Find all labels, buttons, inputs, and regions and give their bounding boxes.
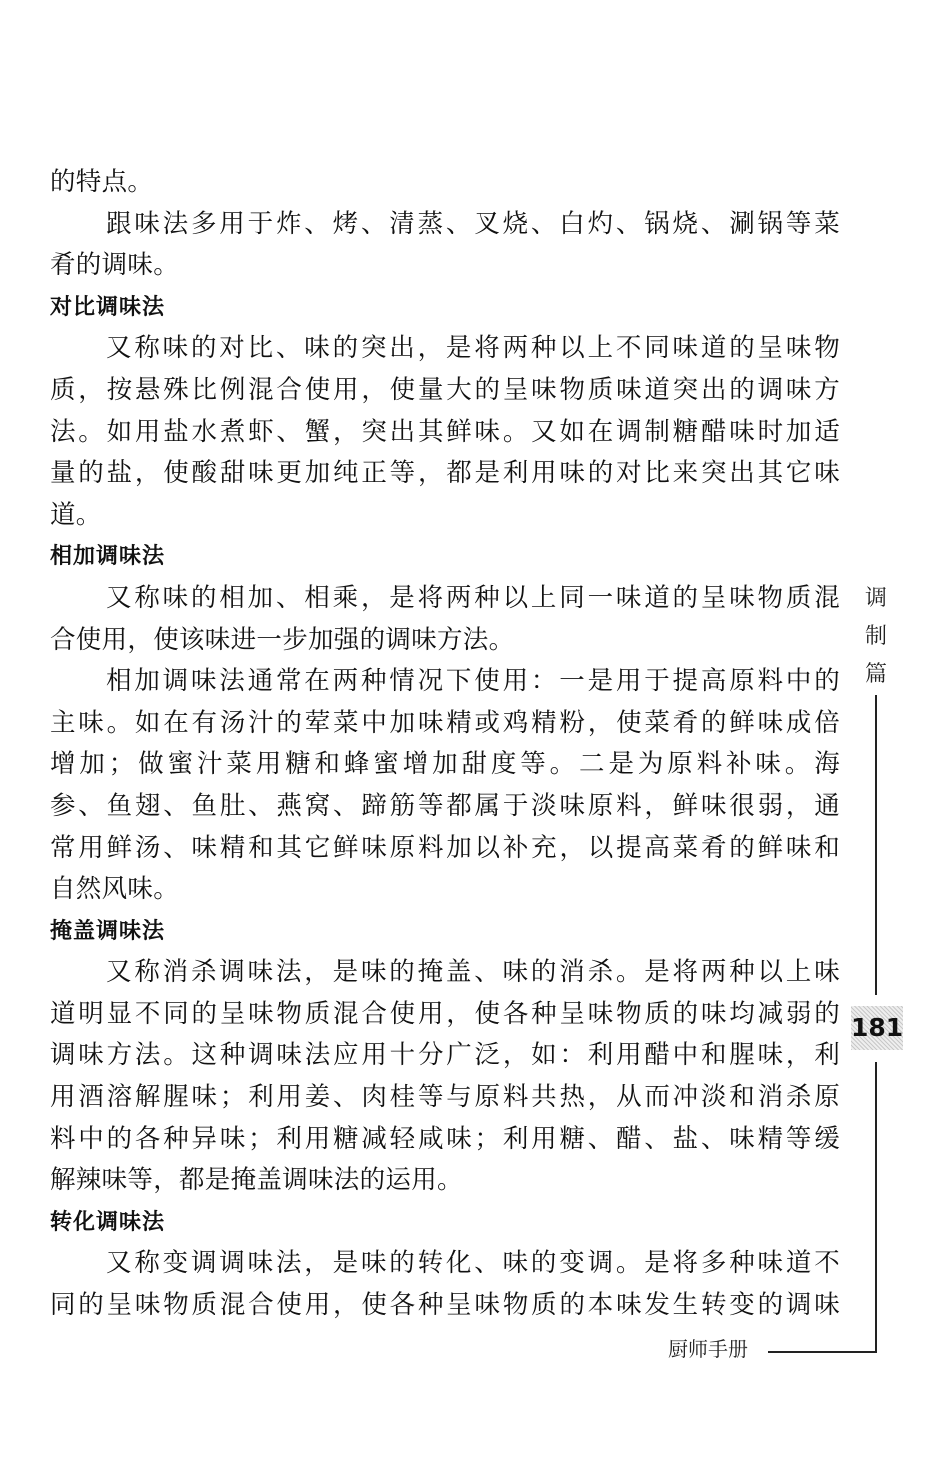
text-line: 又称味的相加、相乘，是将两种以上同一味道的呈味物质混 [106,582,840,613]
margin-rule-bottom [875,1062,877,1352]
section-heading: 掩盖调味法 [50,918,166,944]
text-line: 道明显不同的呈味物质混合使用，使各种呈味物质的味均减弱的 [50,998,840,1029]
page-number: 181 [851,1006,903,1050]
text-line: 调味方法。这种调味法应用十分广泛，如：利用醋中和腥味，利 [50,1040,840,1071]
footer-book-title: 厨师手册 [668,1334,766,1364]
text-line: 量的盐，使酸甜味更加纯正等，都是利用味的对比来突出其它味 [50,458,840,489]
margin-rule-top [875,695,877,995]
text-line: 常用鲜汤、味精和其它鲜味原料加以补充，以提高菜肴的鲜味和 [50,832,840,863]
text-line: 质，按悬殊比例混合使用，使量大的呈味物质味道突出的调味方 [50,374,840,405]
text-line: 又称味的对比、味的突出，是将两种以上不同味道的呈味物 [106,333,840,364]
body-text [50,162,840,1327]
text-line: 用酒溶解腥味；利用姜、肉桂等与原料共热，从而冲淡和消杀原 [50,1082,840,1113]
text-line: 参、鱼翅、鱼肚、燕窝、蹄筋等都属于淡味原料，鲜味很弱，通 [50,790,840,821]
text-line: 道。 [50,499,102,530]
section-side-label [862,580,890,694]
text-line: 增加；做蜜汁菜用糖和蜂蜜增加甜度等。二是为原料补味。海 [50,749,840,780]
side-label-char: 调 [864,586,887,611]
text-line: 解辣味等，都是掩盖调味法的运用。 [50,1165,463,1196]
section-heading: 相加调味法 [50,544,166,570]
side-label-char: 制 [864,624,887,649]
section-heading: 对比调味法 [50,294,166,320]
text-line: 合使用，使该味进一步加强的调味方法。 [50,624,515,655]
footer-rule [768,1351,877,1353]
text-line: 法。如用盐水煮虾、蟹，突出其鲜味。又如在调制糖醋味时加适 [50,416,840,447]
text-line: 又称变调调味法，是味的转化、味的变调。是将多种味道不 [106,1248,840,1279]
side-label-char: 篇 [864,662,887,687]
text-line: 同的呈味物质混合使用，使各种呈味物质的本味发生转变的调味 [50,1290,840,1321]
text-line: 又称消杀调味法，是味的掩盖、味的消杀。是将两种以上味 [106,957,840,988]
section-heading: 转化调味法 [50,1209,166,1235]
text-line: 自然风味。 [50,874,180,905]
text-line: 相加调味法通常在两种情况下使用：一是用于提高原料中的 [106,666,840,697]
text-line: 主味。如在有汤汁的荤菜中加味精或鸡精粉，使菜肴的鲜味成倍 [50,707,840,738]
text-line: 肴的调味。 [50,250,180,281]
text-line: 跟味法多用于炸、烤、清蒸、叉烧、白灼、锅烧、涮锅等菜 [106,208,840,239]
text-line: 的特点。 [50,167,154,197]
text-line: 料中的各种异味；利用糖减轻咸味；利用糖、醋、盐、味精等缓 [50,1123,840,1154]
